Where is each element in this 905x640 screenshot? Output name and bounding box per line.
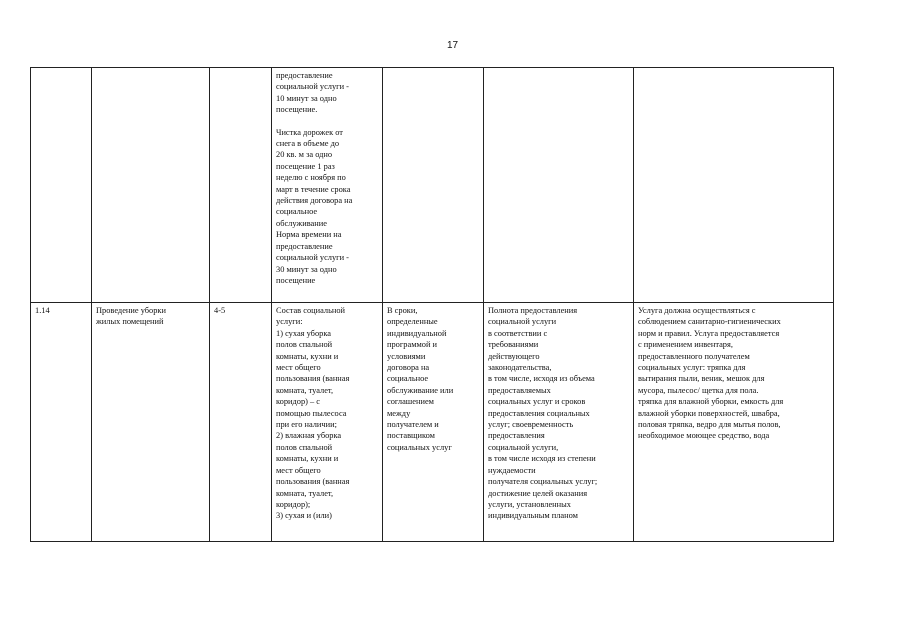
cell-terms bbox=[383, 303, 484, 542]
text-line: соблюдением санитарно-гигиенических bbox=[638, 317, 781, 327]
text-line: коридор) – с bbox=[276, 397, 321, 407]
text-line: предоставляемых bbox=[488, 385, 551, 395]
text-line: тряпка для влажной уборки, емкость для bbox=[638, 397, 784, 407]
cell-time bbox=[210, 68, 272, 303]
text-line: коридор); bbox=[276, 499, 311, 509]
text-line: посещение 1 раз bbox=[276, 161, 335, 171]
text-line: март в течение срока bbox=[276, 184, 351, 194]
text-line: услуги, установленных bbox=[488, 499, 571, 509]
text-line: мест общего bbox=[276, 465, 321, 475]
text-line: пользования (ванная bbox=[276, 477, 350, 487]
text-line: в том числе исходя из степени bbox=[488, 454, 596, 464]
text-line: индивидуальной bbox=[387, 328, 447, 338]
text-line: мест общего bbox=[276, 363, 321, 373]
text-line: социальных услуг bbox=[387, 442, 452, 452]
table-row-continuation bbox=[31, 68, 834, 303]
text-line: законодательства, bbox=[488, 363, 552, 373]
text-line: получателя социальных услуг; bbox=[488, 477, 598, 487]
text-line: посещение bbox=[276, 275, 316, 285]
text-line: Норма времени на bbox=[276, 230, 342, 240]
text-line: Полнота предоставления bbox=[488, 306, 578, 315]
text-line: требованиями bbox=[488, 340, 539, 350]
text-line: социальной услуги - bbox=[276, 253, 349, 263]
text-line: социальное bbox=[387, 374, 429, 384]
text-line: индивидуальным планом bbox=[488, 511, 578, 521]
text-line: влажной уборки поверхностей, швабра, bbox=[638, 408, 780, 418]
text-line: предоставление bbox=[276, 71, 333, 80]
text-line: жилых помещений bbox=[96, 317, 164, 327]
text-line: комнаты, кухни и bbox=[276, 351, 339, 361]
text-line: социальных услуг: тряпка для bbox=[638, 363, 746, 373]
text-line: определенные bbox=[387, 317, 438, 327]
text-line: Услуга должна осуществляться с bbox=[638, 306, 756, 315]
text-line: 3) сухая и (или) bbox=[276, 511, 332, 521]
text-line: посещение. bbox=[276, 105, 318, 115]
text-line: комната, туалет, bbox=[276, 385, 334, 395]
text-line: В сроки, bbox=[387, 306, 418, 315]
text-line: при его наличии; bbox=[276, 420, 337, 430]
cell-name bbox=[92, 303, 210, 542]
text-line: предоставления социальных bbox=[488, 408, 590, 418]
text-line: соглашением bbox=[387, 397, 434, 407]
text-line: комната, туалет, bbox=[276, 488, 334, 498]
cell-number: 1.14 bbox=[31, 303, 92, 542]
text-line: Состав социальной bbox=[276, 306, 346, 315]
text-line: 10 минут за одно bbox=[276, 93, 337, 103]
text-line: Чистка дорожек от bbox=[276, 127, 343, 137]
text-line: вытирания пыли, веник, мешок для bbox=[638, 374, 765, 384]
text-line: услуг; своевременность bbox=[488, 420, 574, 430]
services-table bbox=[30, 67, 834, 542]
text-line: социальной услуги bbox=[488, 317, 557, 327]
text-line: 2) влажная уборка bbox=[276, 431, 342, 441]
text-line: мусора, пылесос/ щетка для пола. bbox=[638, 385, 759, 395]
text-line: нуждаемости bbox=[488, 465, 536, 475]
text-line: действующего bbox=[488, 351, 540, 361]
text-line: между bbox=[387, 408, 411, 418]
text-line: в том числе, исходя из объема bbox=[488, 374, 595, 384]
text-line: комнаты, кухни и bbox=[276, 454, 339, 464]
text-line: предоставление bbox=[276, 241, 333, 251]
text-line: полов спальной bbox=[276, 442, 333, 452]
cell-composition bbox=[272, 303, 383, 542]
cell-name bbox=[92, 68, 210, 303]
text-line: неделю с ноября по bbox=[276, 173, 346, 183]
text-line: договора на bbox=[387, 363, 430, 373]
text-line: необходимое моющее средство, вода bbox=[638, 431, 770, 441]
text-line: социальное bbox=[276, 207, 318, 217]
text-line: половая тряпка, ведро для мытья полов, bbox=[638, 420, 781, 430]
cell-time: 4-5 bbox=[210, 303, 272, 542]
text-line: предоставления bbox=[488, 431, 545, 441]
text-line: 20 кв. м за одно bbox=[276, 150, 333, 160]
blank-line bbox=[276, 116, 378, 127]
cell-quality bbox=[484, 303, 634, 542]
text-line: обслуживание bbox=[276, 218, 327, 228]
text-line: предоставленного получателем bbox=[638, 351, 750, 361]
text-line: социальной услуги - bbox=[276, 82, 349, 92]
cell-conditions bbox=[634, 68, 834, 303]
text-line: социальных услуг и сроков bbox=[488, 397, 586, 407]
text-line: получателем и bbox=[387, 420, 439, 430]
text-line: Проведение уборки bbox=[96, 306, 166, 315]
table-row-1-14 bbox=[31, 303, 834, 542]
text-line: помощью пылесоса bbox=[276, 408, 347, 418]
text-line: пользования (ванная bbox=[276, 374, 350, 384]
text-line: 30 минут за одно bbox=[276, 264, 337, 274]
cell-number bbox=[31, 68, 92, 303]
text-line: услуги: bbox=[276, 317, 303, 327]
text-line: норм и правил. Услуга предоставляется bbox=[638, 328, 780, 338]
page-number: 17 bbox=[446, 40, 459, 51]
text-line: с применением инвентаря, bbox=[638, 340, 733, 350]
text-line: достижение целей оказания bbox=[488, 488, 588, 498]
cell-quality bbox=[484, 68, 634, 303]
text-line: снега в объеме до bbox=[276, 139, 340, 149]
text-line: программой и bbox=[387, 340, 438, 350]
text-line: условиями bbox=[387, 351, 426, 361]
cell-conditions bbox=[634, 303, 834, 542]
text-line: обслуживание или bbox=[387, 385, 454, 395]
text-line: поставщиком bbox=[387, 431, 435, 441]
cell-composition bbox=[272, 68, 383, 303]
text-line: в соответствии с bbox=[488, 328, 548, 338]
text-line: социальной услуги, bbox=[488, 442, 559, 452]
text-line: полов спальной bbox=[276, 340, 333, 350]
text-line: действия договора на bbox=[276, 196, 353, 206]
cell-terms bbox=[383, 68, 484, 303]
text-line: 1) сухая уборка bbox=[276, 328, 331, 338]
